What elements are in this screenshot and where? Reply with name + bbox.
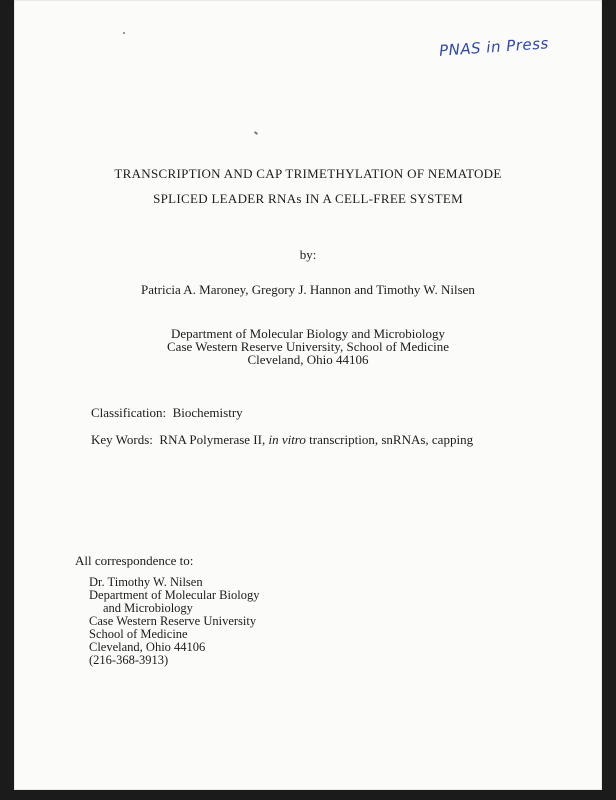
affiliation-line: Department of Molecular Biology and Microbiology xyxy=(170,326,446,341)
affiliation-block xyxy=(14,327,602,366)
keywords-text: transcription, snRNAs, capping xyxy=(305,432,474,447)
classification-line xyxy=(91,405,243,421)
authors-line: Patricia A. Maroney, Gregory J. Hannon and Timothy W. Nilsen xyxy=(141,282,475,297)
affiliation-line: Cleveland, Ohio 44106 xyxy=(247,352,369,367)
address-line: Case Western Reserve University xyxy=(89,614,257,628)
title-line-1: TRANSCRIPTION AND CAP TRIMETHYLATION OF NEMATODE xyxy=(114,166,502,181)
keywords-label: Key Words: xyxy=(91,432,153,447)
classification-label: Classification: xyxy=(91,405,167,420)
address-line: (216-368-3913) xyxy=(89,653,169,667)
title-line-2: SPLICED LEADER RNAs IN A CELL-FREE SYSTEM xyxy=(153,191,463,206)
address-line: Dr. Timothy W. Nilsen xyxy=(89,575,203,589)
correspondence-address xyxy=(89,576,259,667)
classification-value: Biochemistry xyxy=(172,405,243,420)
by-label: by: xyxy=(299,247,317,262)
address-line: School of Medicine xyxy=(89,627,188,641)
paper-speck xyxy=(254,131,258,135)
address-line: Department of Molecular Biology xyxy=(89,588,260,602)
address-line: Cleveland, Ohio 44106 xyxy=(89,640,206,654)
affiliation-line: Case Western Reserve University, School of Medicine xyxy=(167,339,449,354)
correspondence-label: All correspondence to: xyxy=(75,553,194,568)
keywords-italic: in vitro xyxy=(268,432,306,447)
keywords-line xyxy=(91,432,473,448)
keywords-text: RNA Polymerase II, xyxy=(159,432,269,447)
document-page xyxy=(14,0,602,790)
handwritten-annotation: PNAS in Press xyxy=(438,34,550,60)
address-line: and Microbiology xyxy=(103,601,193,615)
paper-speck xyxy=(123,32,125,34)
